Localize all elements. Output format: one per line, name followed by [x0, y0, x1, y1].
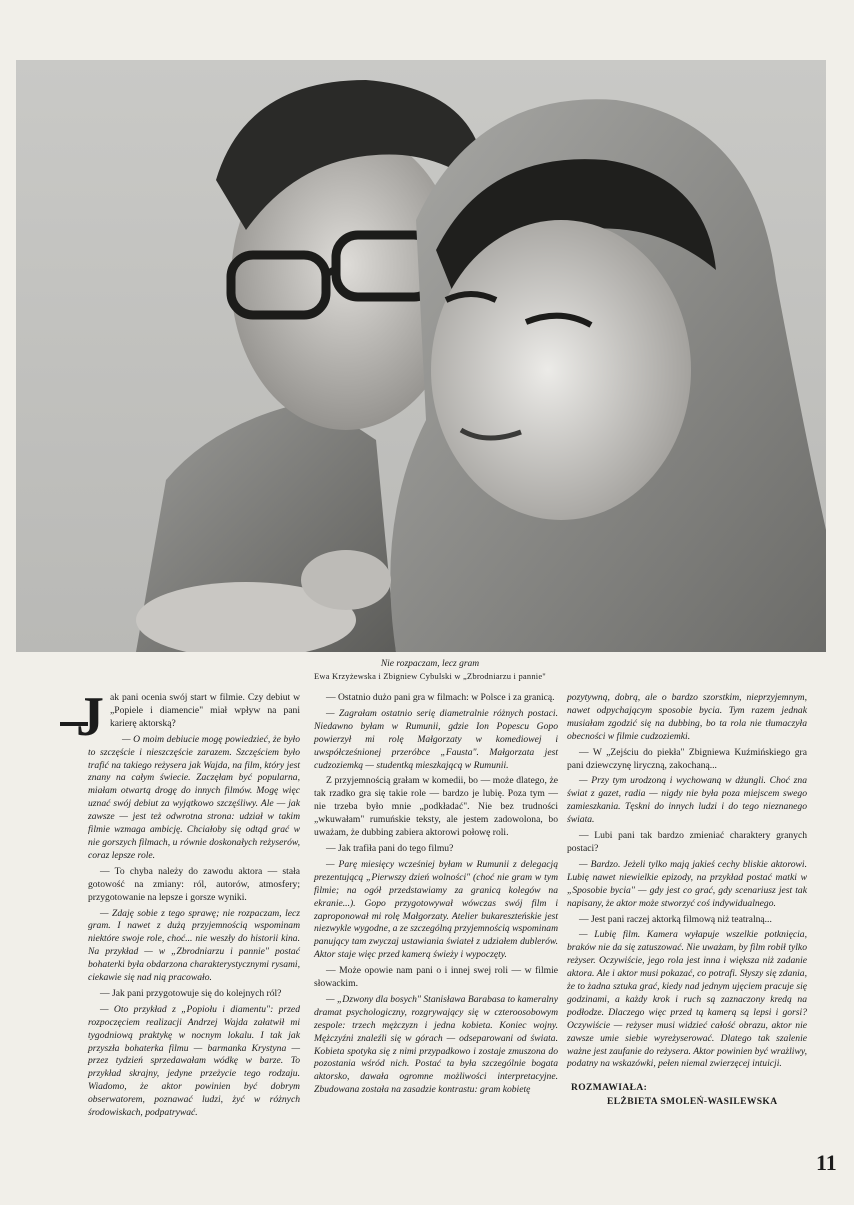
paragraph-text: — Oto przykład z „Popiołu i diamentu": przed rozpoczęciem realizacji Andrzej Wajda załatwił mi tygodniową praktykę w nocnym lokalu. I tak jak przyszła bohaterka filmu — barmanka Krystyna — przez tydzień sprzedawałam wódkę w barze. To przykład skrajny, jedyne przeżycie tego rodzaju. Wiadomo, że aktor powinien być dobrym obserwatorem, poznawać ludzi, żyć w różnych środowiskach, podpatrywać. — [88, 1003, 300, 1119]
paragraph-text: — Jest pani raczej aktorką filmową niż teatralną... — [579, 913, 772, 925]
paragraph-text: — W „Zejściu do piekła" Zbigniewa Kuźmińskiego gra pani dziewczynę liryczną, zakochaną... — [567, 746, 807, 771]
paragraph — [567, 929, 807, 1071]
text-column-3 — [567, 692, 807, 1109]
couple-photograph — [16, 60, 826, 652]
text-column-2 — [314, 692, 558, 1100]
paragraph-text: — O moim debiucie mogę powiedzieć, że było to szczęście i nieszczęście zarazem. Szczęściem było trafić na takiego reżysera jak Wajda, na film, który jest znany na całym świecie. Zaczęłam być popularna, miałam otwartą drogę do innych filmów. Mogę więc uznać swój debiut za wyjątkowo szczęśliwy. Ale — jak zawsze — jest też odwrotna strona: udział w takim filmie wzmaga ambicję. Chciałoby się odtąd grać w nie gorszych filmach, u równie doskonałych reżyserów, coraz lepsze role. — [88, 733, 300, 861]
paragraph-text: — Zdaję sobie z tego sprawę; nie rozpaczam, lecz gram. I nawet z dużą przyjemnością wspominam niektóre swoje role, choć... nie weszły do historii kina. Na przykład — w „Zbrodniarzu i pannie" postać bohaterki była obdarzona charakterystycznymi rysami, ciekawie się nad nią pracowało. — [88, 907, 300, 984]
paragraph-text: ak pani ocenia swój start w filmie. Czy debiut w „Popiele i diamencie" miał wpływ na pani karierę aktorską? — [110, 692, 300, 729]
paragraph-text: — Może opowie nam pani o i innej swej roli — w filmie słowackim. — [314, 965, 558, 990]
text-column-3-body — [567, 692, 807, 1071]
paragraph-text: — Lubię film. Kamera wyłapuje wszelkie potknięcia, braków nie da się zatuszować. Nie uważam, by film robił tylko reżyser. Oczywiście, jego rola jest inna i większa niż zadanie aktora. Ale i aktor musi pokazać, co potrafi. Słyszy się zdania, że to żadna sztuka grać, kiedy nad jednym ujęciem pracuje się godzinami, a każdy krok i ruch są zaznaczony kredą na podłodze. Dlaczego więc przed tą kamerą są lepsi i gorsi? Oczywiście — reżyser musi widzieć całość obrazu, aktor nie zawsze umie siebie wyreżyserować. Dlatego tak szalenie ważne jest zaufanie do reżysera. Aktor powinien być wrażliwy, podatny na wskazówki, pełen niemal zwierzęcej intuicji. — [567, 929, 807, 1070]
paragraph-text: — Przy tym urodzoną i wychowaną w dżungli. Choć zna świat z gazet, radia — nigdy nie była poza miejscem swego zamieszkania. Tęskni do innych ludzi i do tego nieznanego świata. — [567, 775, 807, 826]
text-column-1 — [76, 686, 300, 1123]
paragraph-text: — Lubi pani tak bardzo zmieniać charaktery granych postaci? — [567, 830, 807, 854]
paragraph — [567, 914, 807, 927]
paragraph-text: — To chyba należy do zawodu aktora — stała gotowość na zmiany: ról, autorów, atmosfery; przygotowanie na lepsze i gorsze wyniki. — [88, 865, 300, 903]
paragraph — [88, 908, 300, 985]
paragraph-text: — Bardzo. Jeżeli tylko mają jakieś cechy bliskie aktorowi. Lubię nawet niewielkie epizody, na przykład postać matki w „Sposobie bycia" — gdy jest co grać, gdy scenariusz jest tak napisany, że aktor może stworzyć coś indywidualnego. — [567, 858, 807, 909]
signature — [567, 1081, 807, 1109]
drop-cap: J — [76, 686, 104, 748]
paragraph-text: — Zagrałam ostatnio serię diametralnie różnych postaci. Niedawno byłam w Rumunii, gdzie Ion Popescu Gopo powierzył mi rolę Małgorzaty w komediowej i uwspółcześnionej przeróbce „Fausta". Małgorzata jest cudzoziemką — studentką mieszkającą w Rumunii. — [314, 707, 558, 771]
paragraph — [314, 859, 558, 962]
paragraph — [314, 775, 558, 840]
paragraph — [567, 859, 807, 911]
paragraph — [314, 708, 558, 773]
signature-name: ELŻBIETA SMOLEŃ-WASILEWSKA — [607, 1097, 778, 1108]
paragraph — [88, 1004, 300, 1120]
paragraph — [567, 775, 807, 827]
paragraph-text: Z przyjemnością grałam w komedii, bo — może dlatego, że tak rzadko gra się takie role — bardzo je lubię. Poza tym — nie trzeba było mnie „podkładać". Nie bez trudności „wkuwałam" rumuńskie teksty, ale jestem zadowolona, bo uważam, że dubbing zabiera aktorowi połowę roli. — [314, 775, 558, 839]
caption-names: Ewa Krzyżewska i Zbigniew Cybulski w „Zbrodniarzu i pannie" — [314, 671, 546, 681]
paragraph — [567, 830, 807, 856]
paragraph — [314, 965, 558, 991]
paragraph-text: — Jak pani przygotowuje się do kolejnych ról? — [100, 987, 282, 999]
paragraph — [88, 734, 300, 863]
paragraph-text: — „Dzwony dla bosych" Stanisława Barabasa to kameralny dramat psychologiczny, rozgrywający się w czteroosobowym zespole: trzech mężczyzn i jedna kobieta. Koniec wojny. Mężczyźni znaleźli się w górach — odseparowani od świata. Kobieta spotyka się z nimi przypadkowo i zostaje zmuszona do pozostania wśród nich. Postać ta była szczególnie bogata aktorsko, dawała ogromne możliwości interpretacyjne. Zbudowana została na zasadzie kontrastu: gram kobietę — [314, 993, 558, 1096]
caption-title: Nie rozpaczam, lecz gram — [380, 659, 480, 669]
paragraph-text: — Parę miesięcy wcześniej byłam w Rumunii z delegacją prezentującą „Pierwszy dzień wolności" (choć nie gram w tym filmie; na ogół przedstawiamy za granicą kolegów na ekranie...). Gopo przygotowywał wówczas swój film i zaproponował mi rolę Małgorzaty. Atelier bukareszteńskie jest niezwykle wygodne, a ze szczególną przyjemnością wspominam panujący tam zwyczaj ustawiania świateł z udziałem dublerów. Aktor staje więc przed kamerą świeży i wypoczęty. — [314, 858, 558, 961]
paragraph — [88, 988, 300, 1001]
paragraph-text: pozytywną, dobrą, ale o bardzo szorstkim, nieprzyjemnym, nawet odpychającym sposobie bycia. Tym razem jednak musiałam zgodzić się na dubbing, bo ta rola nie tłumaczyła obecności w filmie cudzoziemki. — [567, 692, 807, 742]
paragraph — [314, 692, 558, 705]
paragraph — [88, 866, 300, 905]
photo-caption — [230, 658, 630, 682]
paragraph — [567, 692, 807, 744]
paragraph — [76, 686, 300, 748]
paragraph — [314, 843, 558, 856]
paragraph — [314, 994, 558, 1097]
signature-label: ROZMAWIAŁA: — [571, 1083, 648, 1094]
page-number: 11 — [816, 1150, 837, 1175]
paragraph-text: — Ostatnio dużo pani gra w filmach: w Polsce i za granicą. — [326, 692, 555, 703]
paragraph-text: — Jak trafiła pani do tego filmu? — [326, 842, 454, 854]
photo-illustration — [16, 60, 826, 652]
paragraph — [567, 747, 807, 773]
